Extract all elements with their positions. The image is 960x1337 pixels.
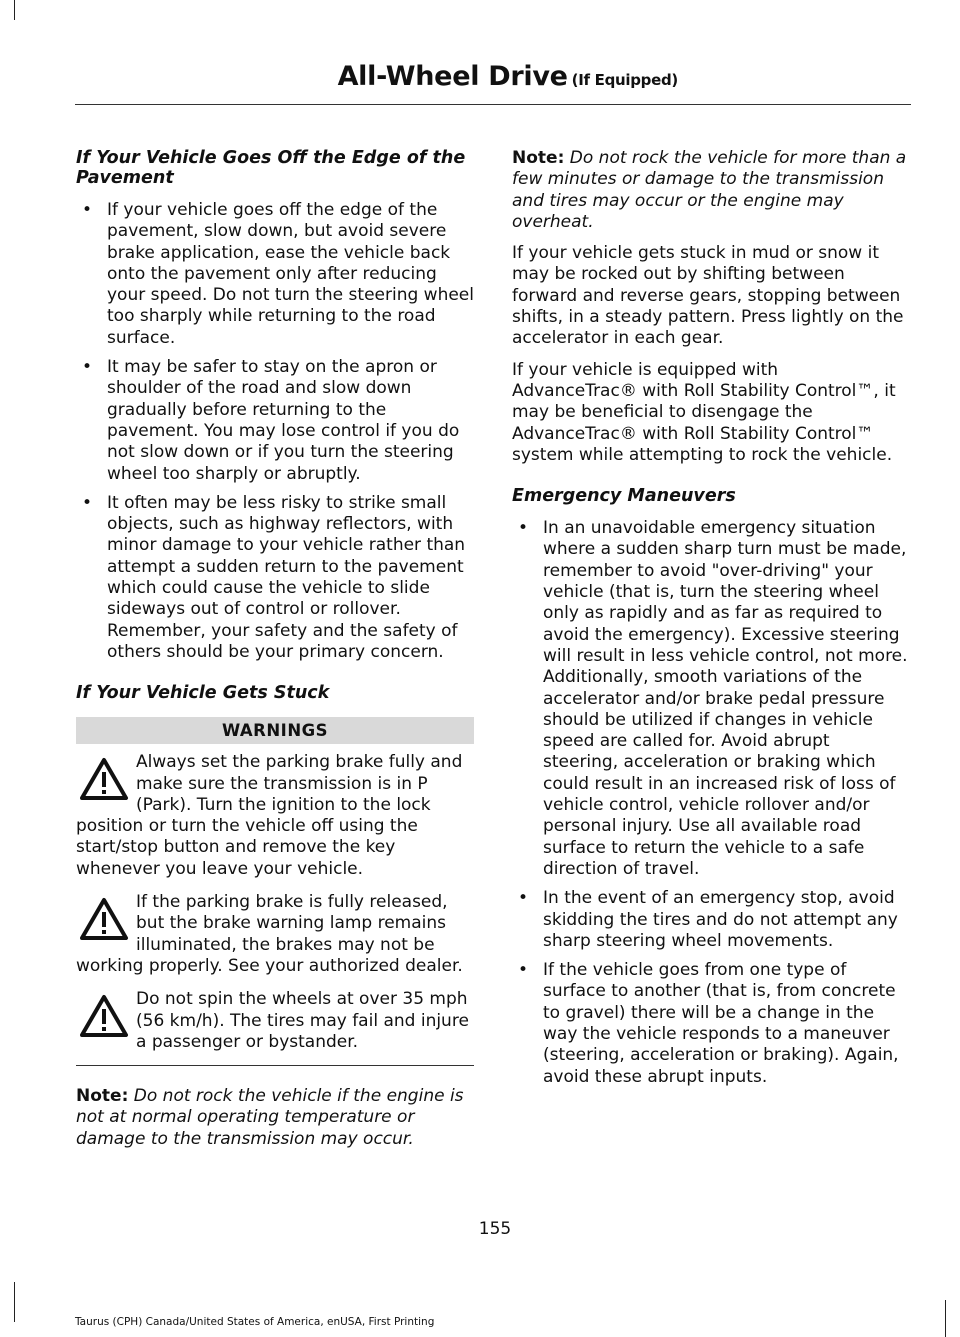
page-header	[338, 62, 678, 95]
list-item: • It often may be less risky to strike small objects, such as highway reflectors, with minor damage to your vehicle rather than attempt a sudden return to the pavement which could cause the vehicle to slide sideways out of control or rollover. Remember, your safety and the safety of others should be your primary concern.	[82, 492, 466, 662]
warnings-header: WARNINGS	[76, 717, 474, 744]
paragraph: If your vehicle gets stuck in mud or snow it may be rocked out by shifting between forward and reverse gears, stopping between shifts, in a steady pattern. Press lightly on the accelerator in each gear.	[512, 243, 904, 349]
note: Note: Do not rock the vehicle for more than a few minutes or damage to the transmission and tires may occur or the engine may overheat.	[512, 148, 907, 232]
bullet-list	[76, 200, 474, 663]
note: Note: Do not rock the vehicle if the engine is not at normal operating temperature or damage to the transmission may occur.	[76, 1086, 464, 1149]
crop-mark	[14, 0, 15, 20]
crop-mark	[14, 1282, 15, 1322]
page-number: 155	[478, 1219, 512, 1239]
header-subtitle: (If Equipped)	[571, 71, 678, 89]
header-title: All-Wheel Drive	[337, 61, 568, 92]
section-title: Emergency Maneuvers	[512, 486, 736, 507]
warning-triangle-icon	[76, 752, 132, 804]
warning-triangle-icon	[76, 892, 132, 944]
warning-item: Do not spin the wheels at over 35 mph (56 km/h). The tires may fail and injure a passenger or bystander.	[76, 989, 474, 1053]
list-item: • It may be safer to stay on the apron or shoulder of the road and slow down gradually before returning to the pavement. You may lose control if you do not slow down or if you turn the steering wheel too sharply or abruptly.	[82, 357, 460, 484]
warning-triangle-icon	[76, 989, 132, 1041]
warning-item: If the parking brake is fully released, but the brake warning lamp remains illuminated, the brakes may not be working properly. See your authorized dealer.	[76, 892, 463, 976]
section-title: If Your Vehicle Gets Stuck	[76, 683, 330, 704]
bullet-list	[512, 518, 908, 1088]
left-column	[76, 148, 474, 1160]
list-item: • In an unavoidable emergency situation where a sudden sharp turn must be made, remember to avoid "over-driving" your vehicle (that is, turn the steering wheel only as rapidly and as far as required to avoid the emergency). Excessive steering will result in less vehicle control, not more. Additionally, smooth variations of the accelerator and/or brake pedal pressure should be utilized if changes in vehicle speed are called for. Avoid abrupt steering, acceleration or braking which could result in an increased risk of loss of vehicle control, vehicle rollover and/or personal injury. Use all available road surface to return the vehicle to a safe direction of travel.	[518, 518, 908, 879]
paragraph: If your vehicle is equipped with AdvanceTrac® with Roll Stability Control™, it may be beneficial to disengage the AdvanceTrac® with Roll Stability Control™ system while attempting to rock the vehicle.	[512, 359, 896, 465]
list-item: • In the event of an emergency stop, avoid skidding the tires and do not attempt any sharp steering wheel movements.	[518, 888, 898, 951]
warnings-end-rule	[76, 1065, 474, 1066]
footer-text: Taurus (CPH) Canada/United States of America, enUSA, First Printing	[75, 1316, 435, 1328]
list-item: • If the vehicle goes from one type of surface to another (that is, from concrete to gravel) there will be a change in the way the vehicle responds to a maneuver (steering, acceleration or braking). Again, avoid these abrupt inputs.	[518, 960, 899, 1087]
crop-mark	[945, 1300, 946, 1337]
list-item: • If your vehicle goes off the edge of the pavement, slow down, but avoid severe brake application, ease the vehicle back onto the pavement only after reducing your speed. Do not turn the steering wheel too sharply while returning to the road surface.	[82, 200, 474, 348]
header-rule	[75, 104, 911, 105]
section-title: If Your Vehicle Goes Off the Edge of the Pavement	[76, 148, 466, 188]
warning-item: Always set the parking brake fully and make sure the transmission is in P (Park). Turn the ignition to the lock position or turn the vehicle off using the start/stop button and remove the key whenever you leave your vehicle.	[76, 752, 463, 879]
right-column	[512, 148, 908, 1096]
